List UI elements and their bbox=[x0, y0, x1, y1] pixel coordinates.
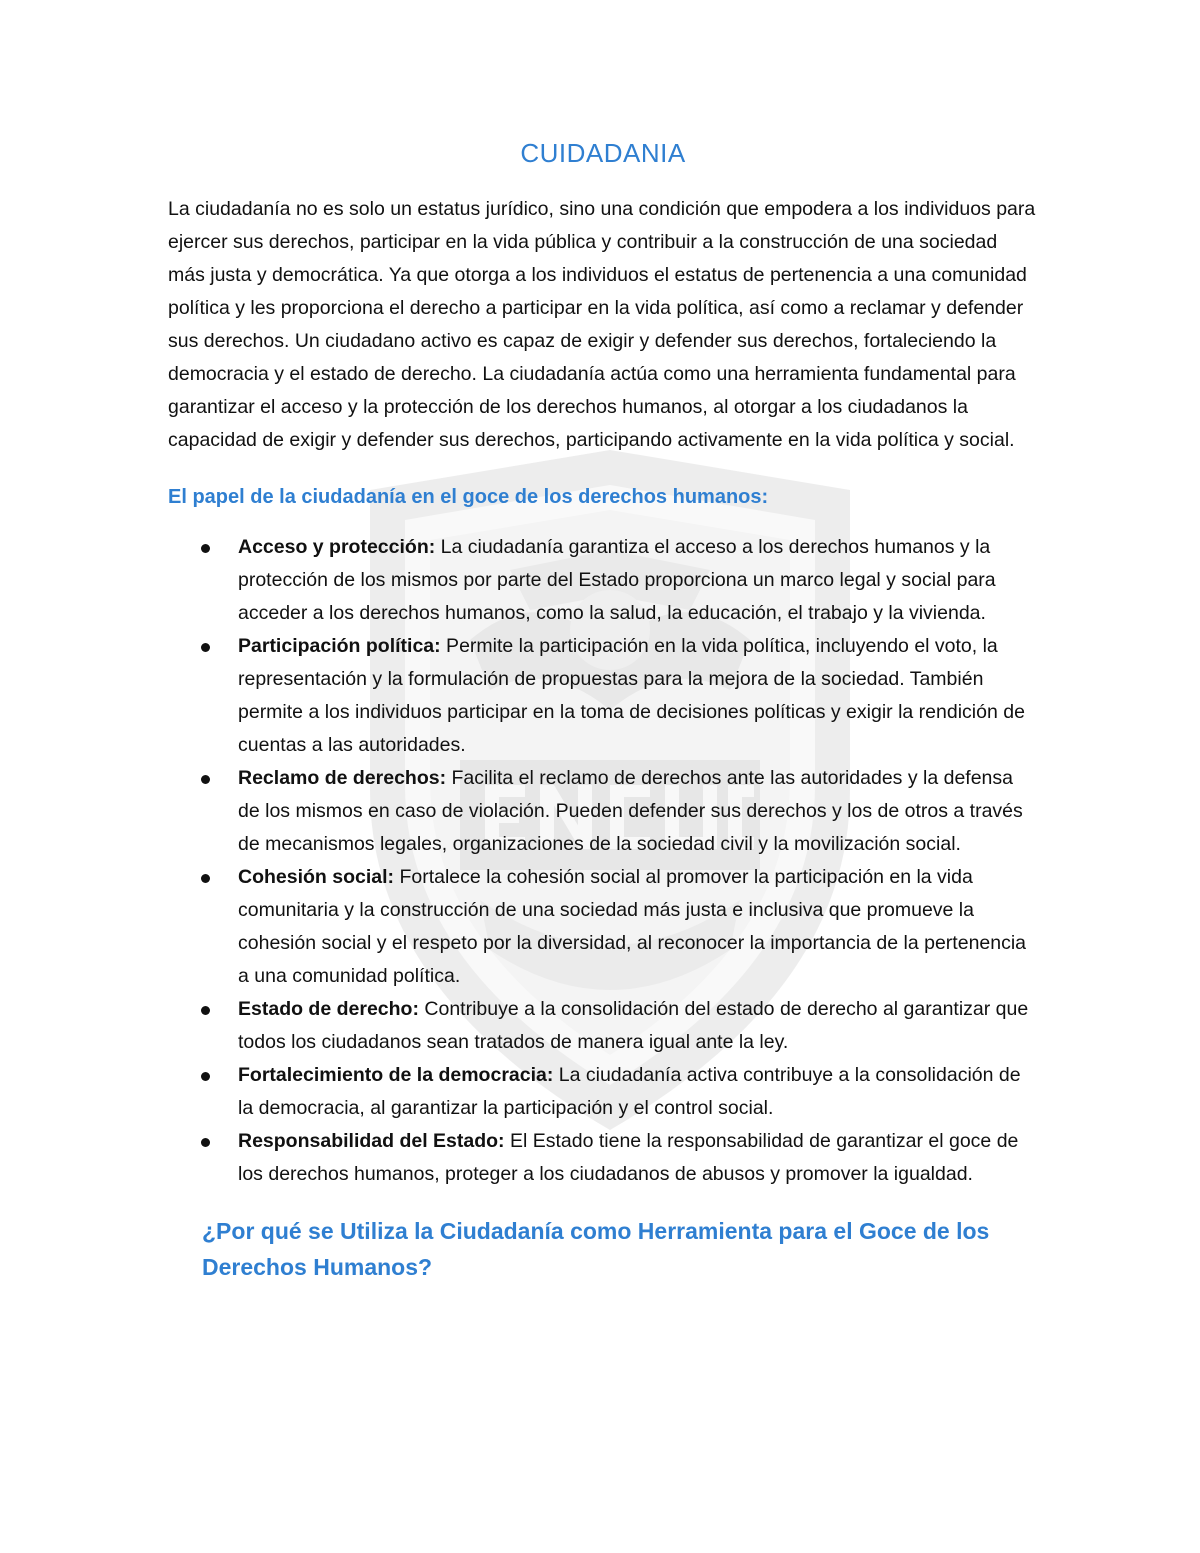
item-text: El Estado tiene la responsabilidad de garantizar el goce de los derechos humanos, proteger a los ciudadanos de abusos y promover la igualdad. bbox=[238, 1130, 1019, 1185]
section-heading: El papel de la ciudadanía en el goce de los derechos humanos: bbox=[168, 486, 769, 508]
list-item bbox=[238, 531, 1038, 630]
item-term: Responsabilidad del Estado: bbox=[238, 1130, 505, 1152]
bullet-icon bbox=[201, 775, 210, 784]
item-term: Estado de derecho: bbox=[238, 998, 419, 1020]
list-item bbox=[238, 993, 1038, 1059]
bullet-icon bbox=[201, 1072, 210, 1081]
bullet-icon bbox=[201, 643, 210, 652]
document-title: CUIDADANIA bbox=[520, 138, 686, 168]
list-item bbox=[238, 1125, 1038, 1191]
item-term: Participación política: bbox=[238, 635, 441, 657]
list-item bbox=[238, 630, 1038, 762]
bullet-icon bbox=[201, 1138, 210, 1147]
document-body bbox=[168, 138, 1038, 1285]
rights-list bbox=[168, 531, 1038, 1191]
list-item bbox=[238, 1059, 1038, 1125]
list-item bbox=[238, 861, 1038, 993]
bullet-icon bbox=[201, 544, 210, 553]
item-term: Reclamo de derechos: bbox=[238, 767, 447, 789]
item-text: Facilita el reclamo de derechos ante las autoridades y la defensa de los mismos en caso de violación. Pueden defender sus derechos y los de otros a través de mecanismos legales, organizaciones de la sociedad civil y la movilización social. bbox=[238, 767, 1023, 855]
bullet-icon bbox=[201, 1006, 210, 1015]
item-term: Acceso y protección: bbox=[238, 536, 436, 558]
item-term: Fortalecimiento de la democracia: bbox=[238, 1064, 554, 1086]
item-text: La ciudadanía activa contribuye a la consolidación de la democracia, al garantizar la participación y el control social. bbox=[238, 1064, 1021, 1119]
item-text: Permite la participación en la vida política, incluyendo el voto, la representación y la formulación de propuestas para la mejora de la sociedad. También permite a los individuos participar en la toma de decisiones políticas y exigir la rendición de cuentas a las autoridades. bbox=[238, 635, 1025, 756]
item-text: Contribuye a la consolidación del estado de derecho al garantizar que todos los ciudadanos sean tratados de manera igual ante la ley. bbox=[238, 998, 1029, 1053]
bullet-icon bbox=[201, 874, 210, 883]
item-term: Cohesión social: bbox=[238, 866, 395, 888]
item-text: La ciudadanía garantiza el acceso a los derechos humanos y la protección de los mismos por parte del Estado proporciona un marco legal y social para acceder a los derechos humanos, como la salud, la educación, el trabajo y la vivienda. bbox=[238, 536, 996, 624]
question-heading: ¿Por qué se Utiliza la Ciudadanía como Herramienta para el Goce de los Derechos Humanos? bbox=[202, 1218, 990, 1280]
list-item bbox=[238, 762, 1038, 861]
item-text: Fortalece la cohesión social al promover la participación en la vida comunitaria y la construcción de una sociedad más justa e inclusiva que promueve la cohesión social y el respeto por la diversidad, al reconocer la importancia de la pertenencia a una comunidad política. bbox=[238, 866, 1027, 987]
intro-paragraph: La ciudadanía no es solo un estatus jurídico, sino una condición que empodera a los individuos para ejercer sus derechos, participar en la vida pública y contribuir a la construcción de una sociedad más justa y democrática. Ya que otorga a los individuos el estatus de pertenencia a una comunidad política y les proporciona el derecho a participar en la vida política, así como a reclamar y defender sus derechos. Un ciudadano activo es capaz de exigir y defender sus derechos, fortaleciendo la democracia y el estado de derecho. La ciudadanía actúa como una herramienta fundamental para garantizar el acceso y la protección de los derechos humanos, al otorgar a los ciudadanos la capacidad de exigir y defender sus derechos, participando activamente en la vida política y social. bbox=[168, 198, 1036, 451]
